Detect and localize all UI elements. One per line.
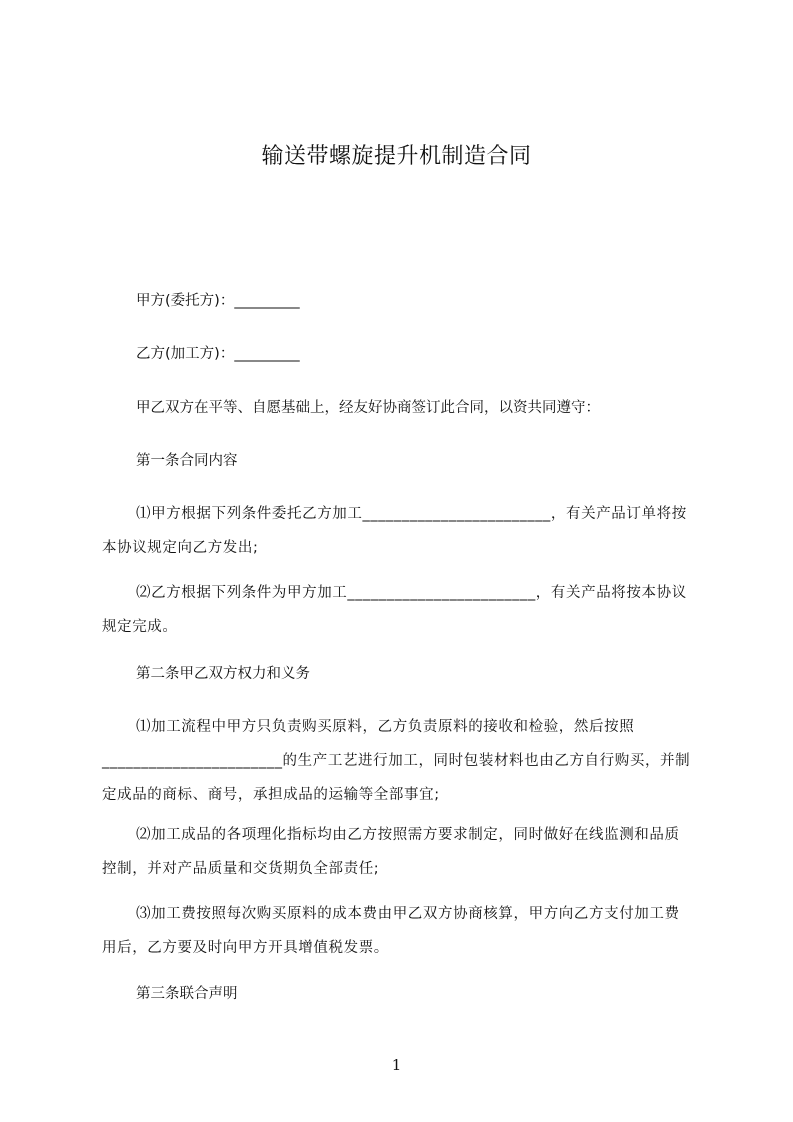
document-title: 输送带螺旋提升机制造合同 [261, 144, 532, 169]
page-number: 1 [391, 1056, 402, 1074]
party-a-line: 甲方(委托方)：_________ [136, 293, 300, 309]
article-1-heading: 第一条合同内容 [136, 453, 238, 469]
article-2-heading: 第二条甲乙双方权力和义务 [136, 666, 310, 682]
intro-paragraph: 甲乙双方在平等、自愿基础上，经友好协商签订此合同，以资共同遵守： [136, 400, 600, 416]
article-3-heading: 第三条联合声明 [136, 986, 238, 1002]
article-1-item-2: ⑵乙方根据下列条件为甲方加工________________________，有关产品将按本协议规定完成。 [102, 585, 687, 635]
article-2-item-1: ⑴加工流程中甲方只负责购买原料，乙方负责原料的接收和检验，然后按照_______________________的生产工艺进行加工，同时包装材料也由乙方自行购买，并制定成品的商标、商号，承担成品的运输等全部事宜; [102, 719, 691, 803]
party-b-line: 乙方(加工方)：_________ [136, 346, 300, 362]
article-2-item-3: ⑶加工费按照每次购买原料的成本费由甲乙双方协商核算，甲方向乙方支付加工费用后，乙方要及时向甲方开具增值税发票。 [102, 906, 680, 956]
article-2-item-2: ⑵加工成品的各项理化指标均由乙方按照需方要求制定，同时做好在线监测和品质控制，并对产品质量和交货期负全部责任; [102, 827, 680, 877]
article-1-item-1: ⑴甲方根据下列条件委托乙方加工________________________，有关产品订单将按本协议规定向乙方发出; [102, 506, 687, 556]
